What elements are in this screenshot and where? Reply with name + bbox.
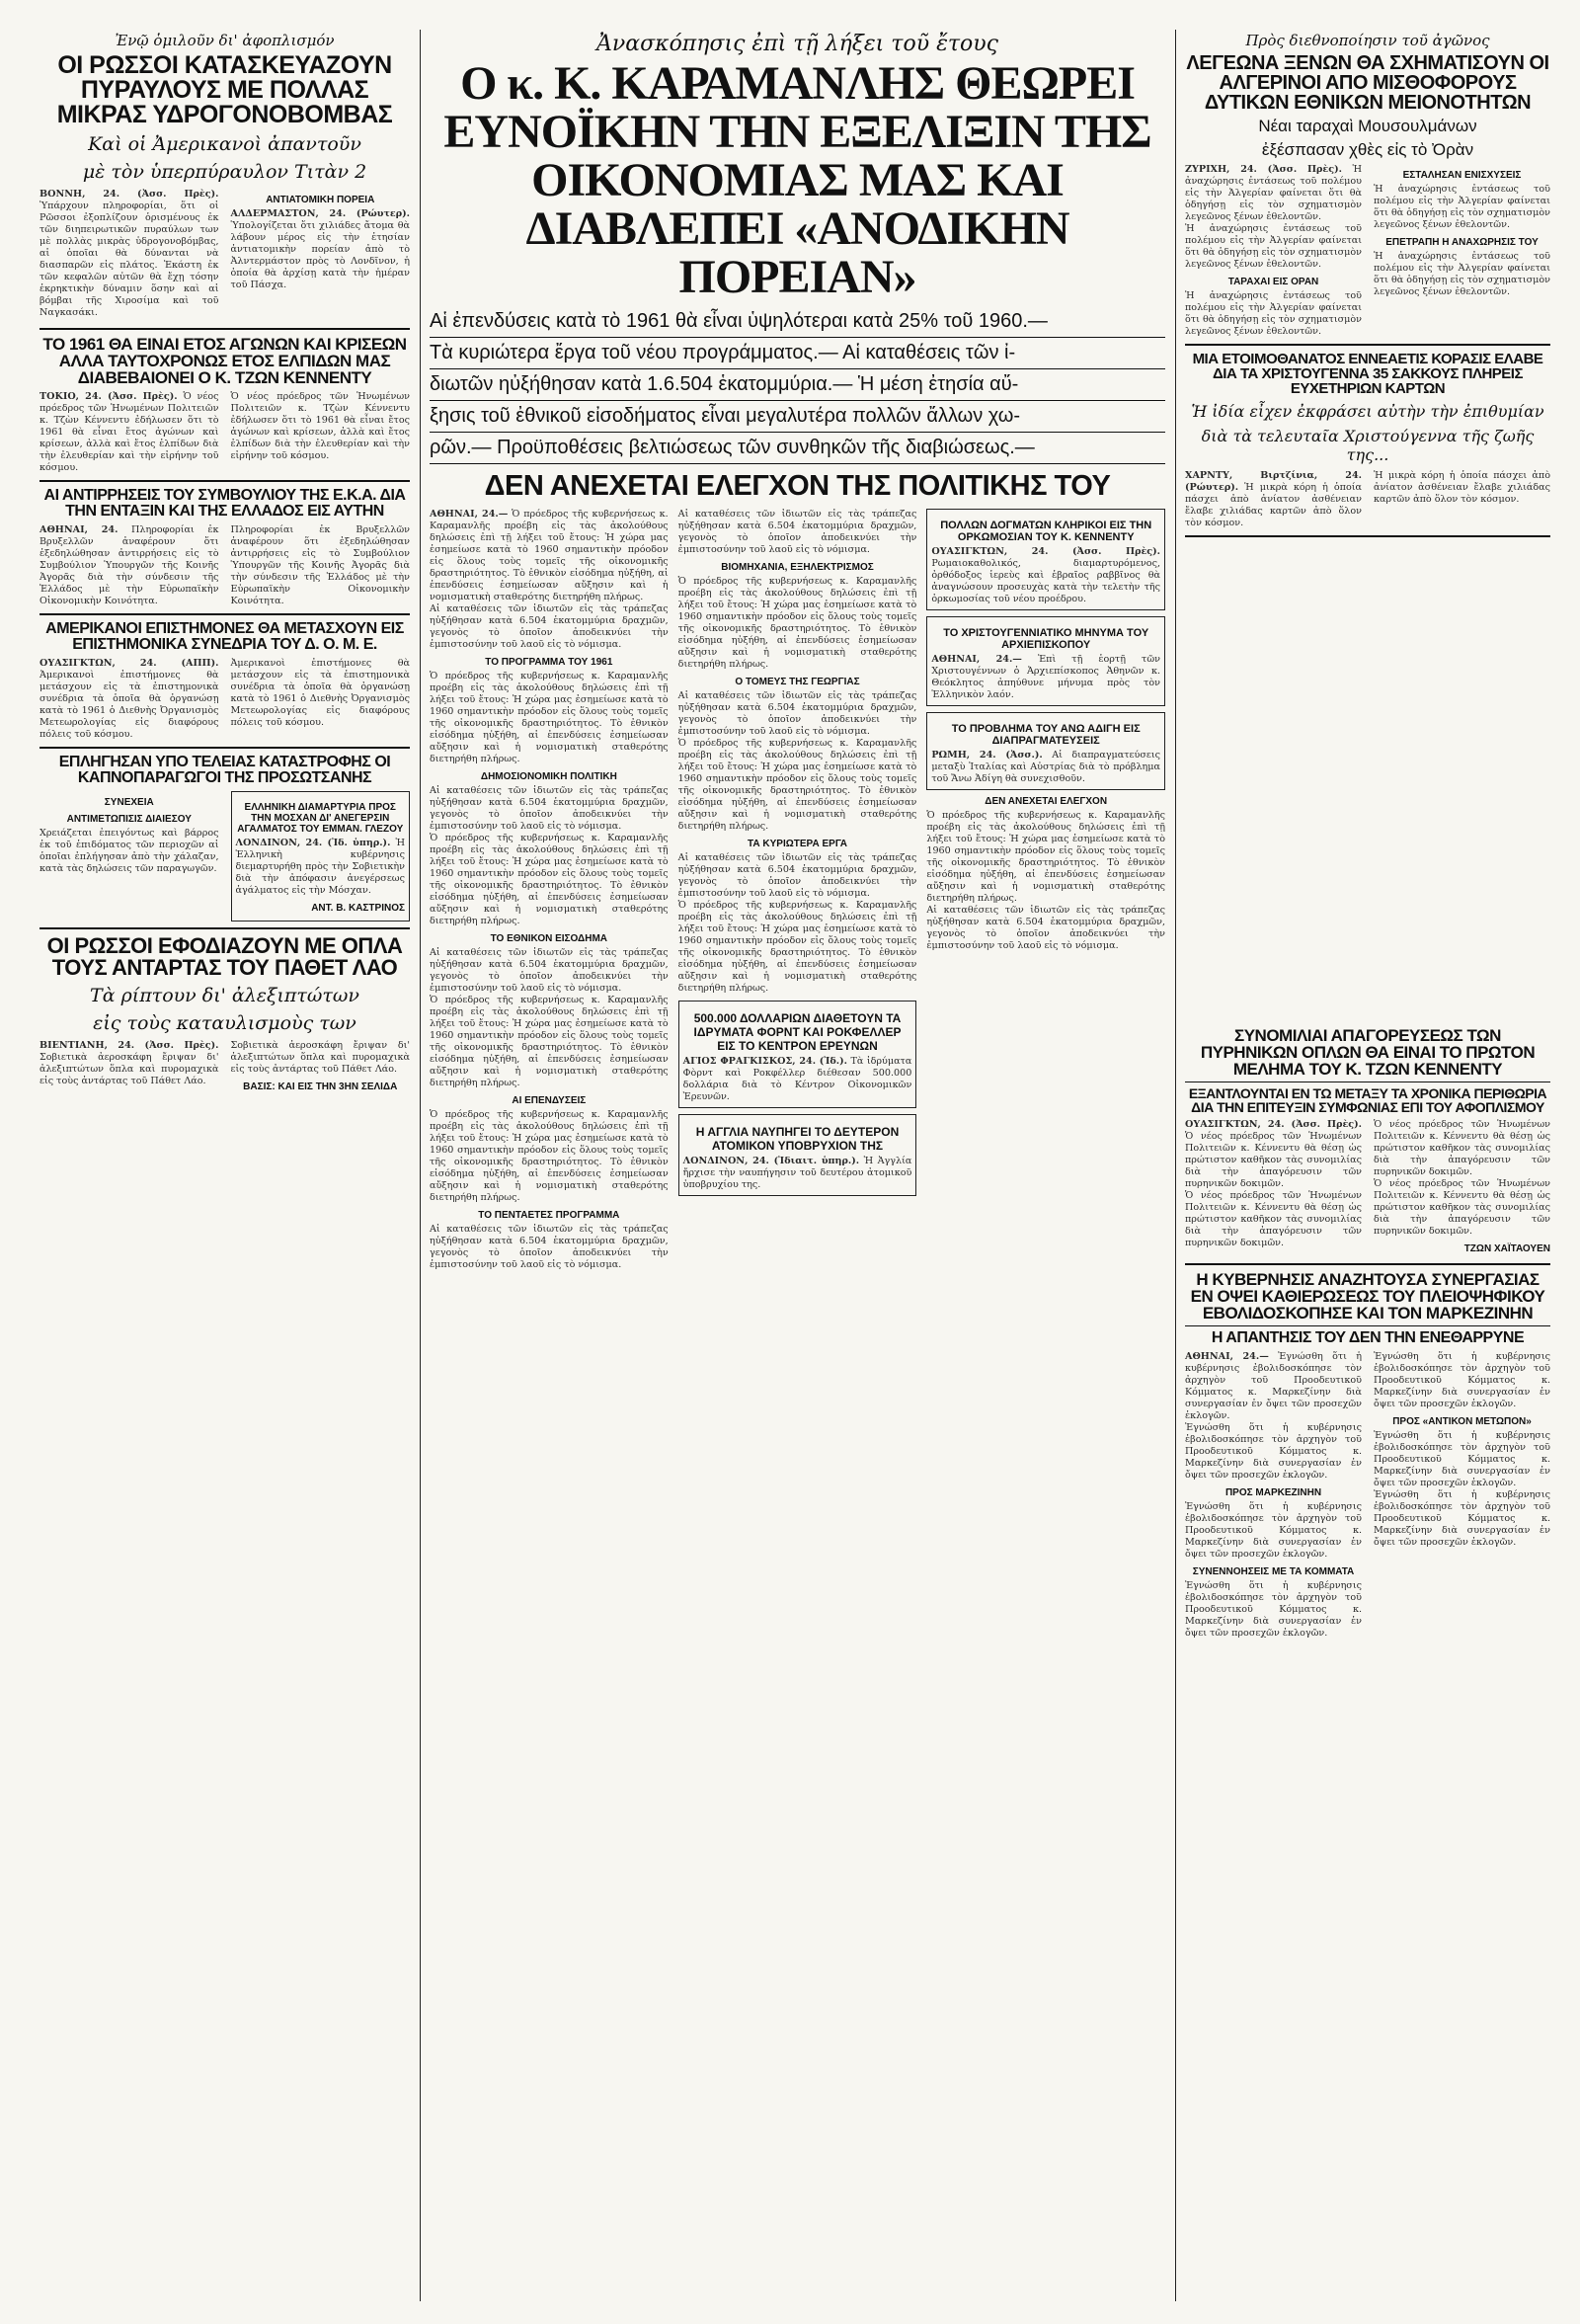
subhead: ΤΑΡΑΧΑΙ ΕΙΣ ΟΡΑΝ — [1227, 277, 1319, 287]
article-body: Ἡ ἀναχώρησις ἐντάσεως τοῦ πολέμου εἰς τὴν Ἀλγερίαν φαίνεται ὅτι θὰ ὁδηγήσῃ εἰς τὸν σχηματισμὸν λεγεῶνος ξένων ἐθελοντῶν. — [1374, 184, 1550, 230]
subheadline: εἰς τοὺς καταυλισμοὺς των — [93, 1012, 356, 1034]
subhead: ΠΡΟΣ «ΑΝΤΙΚΟΝ ΜΕΤΩΠΟΝ» — [1392, 1416, 1532, 1427]
article-body: Αἱ καταθέσεις τῶν ἰδιωτῶν εἰς τὰς τράπεζας ηὐξήθησαν κατὰ 6.504 ἑκατομμύρια δραχμῶν, γεγονὸς τὸ ὁποῖον ἀποδεικνύει τὴν ἐμπιστοσύνην τοῦ λαοῦ εἰς τὸ νόμισμα. — [430, 784, 669, 832]
article-body: Ἐγνώσθη ὅτι ἡ κυβέρνησις ἐβολιδοσκόπησε τὸν ἀρχηγὸν τοῦ Προοδευτικοῦ Κόμματος κ. Μαρκεζίνην διὰ συνεργασίαν ἐν ὄψει τῶν προσεχῶν ἐκλογῶν. — [1185, 1501, 1362, 1560]
right-column — [1185, 30, 1550, 543]
boxed-article — [678, 1001, 917, 1108]
subheadline: ΕΞΑΝΤΛΟΥΝΤΑΙ ΕΝ ΤΩ ΜΕΤΑΞΥ ΤΑ ΧΡΟΝΙΚΑ ΠΕΡΙΘΩΡΙΑ ΔΙΑ ΤΗΝ ΕΠΙΤΕΥΞΙΝ ΣΥΜΦΩΝΙΑΣ ΕΠΙ ΤΟΥ ΑΦΟΠΛΙΣΜΟΥ — [1188, 1085, 1547, 1115]
article-body: Ὑπάρχουν πληροφορίαι, ὅτι οἱ Ρῶσσοι ἐξοπλίζουν ὁρισμένους ἐκ τῶν διηπειρωτικῶν πυραύλων των μὲ πολλὰς μικρὰς ὑδρογονοβόμβας, αἱ ὁποῖαι θὰ δύνανται νὰ διασπαρῶν εἰς πλάτος. Ἐκάστη ἐκ τῶν κεφαλῶν αὐτῶν θὰ ἔχῃ τόσην ἐκρηκτικὴν δύναμιν ὅσην καὶ αἱ βόμβαι τῆς Χιροσίμα καὶ τοῦ Ναγκασάκι. — [40, 200, 219, 318]
subhead: ΑΝΤΙΑΤΟΜΙΚΗ ΠΟΡΕΙΑ — [266, 195, 375, 205]
banner-headline: ΔΕΝ ΑΝΕΧΕΤΑΙ ΕΛΕΓΧΟΝ ΤΗΣ ΠΟΛΙΤΙΚΗΣ ΤΟΥ — [484, 469, 1111, 502]
subheadline: Νέαι ταραχαὶ Μουσουλμάνων — [1258, 117, 1477, 135]
deck-line: Τὰ κυριώτερα ἔργα τοῦ νέου προγράμματος.— Αἱ καταθέσεις τῶν ἰ- — [430, 338, 1165, 369]
subhead: ΒΙΟΜΗΧΑΝΙΑ, ΕΞΗΛΕΚΤΡΙΣΜΟΣ — [721, 561, 874, 573]
headline: ΤΟ ΧΡΙΣΤΟΥΓΕΝΝΙΑΤΙΚΟ ΜΗΝΥΜΑ ΤΟΥ ΑΡΧΙΕΠΙΣΚΟΠΟΥ — [943, 626, 1149, 651]
article-body: Ὁ νέος πρόεδρος τῶν Ἡνωμένων Πολιτειῶν κ. Κέννεντυ θὰ θέσῃ ὡς πρώτιστον καθῆκον τὰς συνομιλίας διὰ τὴν ἀπαγόρευσιν τῶν πυρηνικῶν δοκιμῶν. — [1185, 1190, 1362, 1248]
subhead: ΤΟ ΠΕΝΤΑΕΤΕΣ ΠΡΟΓΡΑΜΜΑ — [478, 1209, 620, 1221]
dateline: ΑΓΙΟΣ ΦΡΑΓΚΙΣΚΟΣ, 24. (Ἰδ.). — [682, 1055, 847, 1067]
subheadline: Ἡ ἰδία εἶχεν ἐκφράσει αὐτὴν τὴν ἐπιθυμίαν — [1191, 402, 1544, 421]
article-body: Ὁ νέος πρόεδρος τῶν Ἡνωμένων Πολιτειῶν κ. Κέννεντυ θὰ θέσῃ ὡς πρώτιστον καθῆκον τὰς συνομιλίας διὰ τὴν ἀπαγόρευσιν τῶν πυρηνικῶν δοκιμῶν. — [1374, 1119, 1550, 1177]
article-tobacco — [40, 755, 410, 922]
dateline: ΑΛΔΕΡΜΑΣΤΟΝ, 24. (Ρώυτερ). — [230, 208, 410, 219]
headline: 500.000 ΔΟΛΛΑΡΙΩΝ ΔΙΑΘΕΤΟΥΝ ΤΑ ΙΔΡΥΜΑΤΑ ΦΟΡΝΤ ΚΑΙ ΡΟΚΦΕΛΛΕΡ ΕΙΣ ΤΟ ΚΕΝΤΡΟΝ ΕΡΕΥΝΩΝ — [693, 1010, 902, 1053]
article-body: Ἡ ἀναχώρησις ἐντάσεως τοῦ πολέμου εἰς τὴν Ἀλγερίαν φαίνεται ὅτι θὰ ὁδηγήσῃ εἰς τὸν σχηματισμὸν λεγεῶνος ξένων ἐθελοντῶν. — [1185, 290, 1362, 337]
article-body: Ὁ πρόεδρος τῆς κυβερνήσεως κ. Καραμανλῆς προέβη εἰς τὰς ἀκολούθους δηλώσεις ἐπὶ τῇ λήξει τοῦ ἔτους: Ἡ χώρα μας ἐσημείωσε κατὰ τὸ 1960 σημαντικὴν πρόοδον εἰς ὅλους τοὺς τομεῖς τῆς οἰκονομικῆς δραστηριότητος. Τὸ ἐθνικὸν εἰσόδημα ηὐξήθη, αἱ ἐπενδύσεις ἐσημείωσαν αὔξησιν καὶ ἡ νομισματικὴ σταθερότης διετηρήθη πλήρως. — [677, 575, 917, 670]
subhead: ΕΣΤΑΛΗΣΑΝ ΕΝΙΣΧΥΣΕΙΣ — [1402, 170, 1522, 181]
article-body: Αἱ καταθέσεις τῶν ἰδιωτῶν εἰς τὰς τράπεζας ηὐξήθησαν κατὰ 6.504 ἑκατομμύρια δραχμῶν, γεγονὸς τὸ ὁποῖον ἀποδεικνύει τὴν ἐμπιστοσύνην τοῦ λαοῦ εἰς τὸ νόμισμα. — [677, 851, 917, 899]
article-body: Αἱ καταθέσεις τῶν ἰδιωτῶν εἰς τὰς τράπεζας ηὐξήθησαν κατὰ 6.504 ἑκατομμύρια δραχμῶν, γεγονὸς τὸ ὁποῖον ἀποδεικνύει τὴν ἐμπιστοσύνην τοῦ λαοῦ εἰς τὸ νόμισμα. — [430, 602, 669, 650]
article-body: Αἱ καταθέσεις τῶν ἰδιωτῶν εἰς τὰς τράπεζας ηὐξήθησαν κατὰ 6.504 ἑκατομμύρια δραχμῶν, γεγονὸς τὸ ὁποῖον ἀποδεικνύει τὴν ἐμπιστοσύνην τοῦ λαοῦ εἰς τὸ νόμισμα. — [677, 508, 917, 555]
article-body: Ὁ νέος πρόεδρος τῶν Ἡνωμένων Πολιτειῶν κ. Τζὼν Κέννεντυ ἐδήλωσεν ὅτι τὸ 1961 θὰ εἶναι ἔτος ἀγώνων καὶ κρίσεων, ἀλλὰ καὶ ἔτος ἐλπίδων διὰ τὴν ἐλευθερίαν καὶ τὴν εἰρήνην τοῦ κόσμου. — [40, 391, 219, 473]
article-body: Ὁ νέος πρόεδρος τῶν Ἡνωμένων Πολιτειῶν κ. Κέννεντυ θὰ θέσῃ ὡς πρώτιστον καθῆκον τὰς συνομιλίας διὰ τὴν ἀπαγόρευσιν τῶν πυρηνικῶν δοκιμῶν. — [1185, 1131, 1362, 1189]
headline: ΟΙ ΡΩΣΣΟΙ ΚΑΤΑΣΚΕΥΑΖΟΥΝ ΠΥΡΑΥΛΟΥΣ ΜΕ ΠΟΛΛΑΣ ΜΙΚΡΑΣ ΥΔΡΟΓΟΝΟΒΟΜΒΑΣ — [56, 51, 393, 128]
subheadline: Τὰ ρίπτουν δι' ἀλεξιπτώτων — [90, 985, 359, 1006]
headline: ΟΙ ΡΩΣΣΟΙ ΕΦΟΔΙΑΖΟΥΝ ΜΕ ΟΠΛΑ ΤΟΥΣ ΑΝΤΑΡΤΑΣ ΤΟΥ ΠΑΘΕΤ ΛΑΟ — [46, 933, 403, 980]
dateline: ΑΘΗΝΑΙ, 24. — [40, 524, 118, 535]
article-body: Ἐπὶ τῇ ἑορτῇ τῶν Χριστουγέννων ὁ Ἀρχιεπίσκοπος Ἀθηνῶν κ. Θεόκλητος ἀπηύθυνε μήνυμα πρὸς τὸν Ἑλληνικὸν λαόν. — [931, 653, 1161, 700]
article-body: Ἐγνώσθη ὅτι ἡ κυβέρνησις ἐβολιδοσκόπησε τὸν ἀρχηγὸν τοῦ Προοδευτικοῦ Κόμματος κ. Μαρκεζίνην διὰ συνεργασίαν ἐν ὄψει τῶν προσεχῶν ἐκλογῶν. — [1374, 1489, 1550, 1548]
subheadline: Καὶ οἱ Ἀμερικανοὶ ἀπαντοῦν — [88, 133, 361, 155]
article-body: Αἱ διαπραγματεύσεις μεταξὺ Ἰταλίας καὶ Αὐστρίας διὰ τὸ πρόβλημα τοῦ Ἄνω Ἀδίγη θὰ συνεχισθοῦν. — [931, 749, 1161, 784]
subhead: Ο ΤΟΜΕΥΣ ΤΗΣ ΓΕΩΡΓΙΑΣ — [735, 676, 860, 687]
dateline: ΟΥΑΣΙΓΚΤΩΝ, 24. (Ἀσσ. Πρὲς). — [931, 545, 1161, 557]
boxed-article — [926, 712, 1165, 790]
headline: ΕΠΛΗΓΗΣΑΝ ΥΠΟ ΤΕΛΕΙΑΣ ΚΑΤΑΣΤΡΟΦΗΣ ΟΙ ΚΑΠΝΟΠΑΡΑΓΩΓΟΙ ΤΗΣ ΠΡΟΣΩΤΣΑΝΗΣ — [58, 754, 391, 786]
headline: ΛΕΓΕΩΝΑ ΞΕΝΩΝ ΘΑ ΣΧΗΜΑΤΙΣΟΥΝ ΟΙ ΑΛΓΕΡΙΝΟΙ ΑΠΟ ΜΙΣΘΟΦΟΡΟΥΣ ΔΥΤΙΚΩΝ ΕΘΝΙΚΩΝ ΜΕΙΟΝΟΤΗΤΩΝ — [1186, 52, 1549, 114]
deck-line: διωτῶν ηὐξήθησαν κατὰ 1.6.504 ἑκατομμύρια.— Ἡ μέση ἐτησία αὔ- — [430, 369, 1165, 401]
subheadline: μὲ τὸν ὑπερπύραυλον Τιτὰν 2 — [82, 161, 367, 183]
subhead: ΔΕΝ ΑΝΕΧΕΤΑΙ ΕΛΕΓΧΟΝ — [985, 795, 1108, 807]
article-body: Ἐγνώσθη ὅτι ἡ κυβέρνησις ἐβολιδοσκόπησε τὸν ἀρχηγὸν τοῦ Προοδευτικοῦ Κόμματος κ. Μαρκεζίνην διὰ συνεργασίαν ἐν ὄψει τῶν προσεχῶν ἐκλογῶν. — [1185, 1422, 1362, 1481]
dateline: ΛΟΝΔΙΝΟΝ, 24. (Ἰδ. ὑπηρ.). — [235, 838, 391, 848]
dateline: ΑΘΗΝΑΙ, 24.— — [1185, 1351, 1269, 1362]
article-body: Ἡ μικρὰ κόρη ἡ ὁποία πάσχει ἀπὸ ἀνίατον ἀσθένειαν ἔλαβε χιλιάδας καρτῶν ἀπὸ ὅλον τὸν κόσμον. — [1185, 482, 1362, 528]
boxed-article — [678, 1114, 917, 1196]
article-russian-missiles — [40, 32, 410, 322]
dateline: ΤΟΚΙΟ, 24. (Ἀσσ. Πρὲς). — [40, 391, 178, 402]
kicker: Ἀνασκόπησις ἐπὶ τῇ λήξει τοῦ ἔτους — [596, 32, 998, 56]
dateline: ΛΟΝΔΙΝΟΝ, 24. (Ἰδιαιτ. ὑπηρ.). — [682, 1155, 860, 1166]
article-body: Ὁ πρόεδρος τῆς κυβερνήσεως κ. Καραμανλῆς προέβη εἰς τὰς ἀκολούθους δηλώσεις ἐπὶ τῇ λήξει τοῦ ἔτους: Ἡ χώρα μας ἐσημείωσε κατὰ τὸ 1960 σημαντικὴν πρόοδον εἰς ὅλους τοὺς τομεῖς τῆς οἰκονομικῆς δραστηριότητος. Τὸ ἐθνικὸν εἰσόδημα ηὐξήθη, αἱ ἐπενδύσεις ἐσημείωσαν αὔξησιν καὶ ἡ νομισματικὴ σταθερότης διετηρήθη πλήρως. — [677, 899, 917, 994]
subhead: ΠΡΟΣ ΜΑΡΚΕΖΙΝΗΝ — [1224, 1487, 1322, 1498]
subhead: ΔΗΜΟΣΙΟΝΟΜΙΚΗ ΠΟΛΙΤΙΚΗ — [480, 770, 617, 782]
column-divider — [420, 30, 421, 2301]
article-body: Σοβιετικὰ ἀεροσκάφη ἔριψαν δι' ἀλεξιπτώτων ὅπλα καὶ πυρομαχικὰ εἰς τοὺς ἀντάρτας τοῦ Πάθετ Λάο. — [230, 1040, 410, 1075]
dateline: ΒΟΝΝΗ, 24. (Ἀσσ. Πρὲς). — [40, 189, 219, 200]
article-body: Ὁ νέος πρόεδρος τῶν Ἡνωμένων Πολιτειῶν κ. Κέννεντυ θὰ θέσῃ ὡς πρώτιστον καθῆκον τὰς συνομιλίας διὰ τὴν ἀπαγόρευσιν τῶν πυρηνικῶν δοκιμῶν. — [1374, 1178, 1550, 1237]
article-girl-cards — [1185, 352, 1550, 529]
subheadline: διὰ τὰ τελευταῖα Χριστούγεννα τῆς ζωῆς της... — [1201, 427, 1535, 464]
headline: Η ΑΓΓΛΙΑ ΝΑΥΠΗΓΕΙ ΤΟ ΔΕΥΤΕΡΟΝ ΑΤΟΜΙΚΟΝ ΥΠΟΒΡΥΧΙΟΝ ΤΗΣ — [695, 1124, 900, 1153]
article-body: Ἡ Ἑλληνικὴ κυβέρνησις διεμαρτυρήθη πρὸς τὴν Σοβιετικὴν διὰ τὴν ἀπόφασιν ἀνεγέρσεως ἀγάλματος εἰς τὴν Μόσχαν. — [235, 838, 405, 896]
article-body: Σοβιετικὰ ἀεροσκάφη ἔριψαν δι' ἀλεξιπτώτων ὅπλα καὶ πυρομαχικὰ εἰς τοὺς ἀντάρτας τοῦ Πάθετ Λάο. — [40, 1052, 219, 1086]
article-body: Ἐγνώσθη ὅτι ἡ κυβέρνησις ἐβολιδοσκόπησε τὸν ἀρχηγὸν τοῦ Προοδευτικοῦ Κόμματος κ. Μαρκεζίνην διὰ συνεργασίαν ἐν ὄψει τῶν προσεχῶν ἐκλογῶν. — [1374, 1351, 1550, 1409]
dateline: ΡΩΜΗ, 24. (Ἀσσ.). — [931, 749, 1043, 761]
left-column — [40, 30, 410, 1095]
headline: ΤΟ 1961 ΘΑ ΕΙΝΑΙ ΕΤΟΣ ΑΓΩΝΩΝ ΚΑΙ ΚΡΙΣΕΩΝ ΑΛΛΑ ΤΑΥΤΟΧΡΟΝΩΣ ΕΤΟΣ ΕΛΠΙΔΩΝ ΜΑΣ ΔΙΑΒΕΒΑΙΟΝΕΙ Ο Κ. ΤΖΩΝ ΚΕΝΝΕΝΤΥ — [42, 335, 407, 387]
article-pathet-lao — [40, 935, 410, 1095]
article-body: Αἱ καταθέσεις τῶν ἰδιωτῶν εἰς τὰς τράπεζας ηὐξήθησαν κατὰ 6.504 ἑκατομμύρια δραχμῶν, γεγονὸς τὸ ὁποῖον ἀποδεικνύει τὴν ἐμπιστοσύνην τοῦ λαοῦ εἰς τὸ νόμισμα. — [430, 1223, 669, 1270]
article-body: Ὁ πρόεδρος τῆς κυβερνήσεως κ. Καραμανλῆς προέβη εἰς τὰς ἀκολούθους δηλώσεις ἐπὶ τῇ λήξει τοῦ ἔτους: Ἡ χώρα μας ἐσημείωσε κατὰ τὸ 1960 σημαντικὴν πρόοδον εἰς ὅλους τοὺς τομεῖς τῆς οἰκονομικῆς δραστηριότητος. Τὸ ἐθνικὸν εἰσόδημα ηὐξήθη, αἱ ἐπενδύσεις ἐσημείωσαν αὔξησιν καὶ ἡ νομισματικὴ σταθερότης διετηρήθη πλήρως. — [430, 508, 669, 602]
continued-label: ΣΥΝΕΧΕΙΑ — [104, 797, 154, 808]
article-body: Ἐγνώσθη ὅτι ἡ κυβέρνησις ἐβολιδοσκόπησε τὸν ἀρχηγὸν τοῦ Προοδευτικοῦ Κόμματος κ. Μαρκεζίνην διὰ συνεργασίαν ἐν ὄψει τῶν προσεχῶν ἐκλογῶν. — [1374, 1430, 1550, 1488]
subhead: ΤΑ ΚΥΡΙΩΤΕΡΑ ΕΡΓΑ — [748, 838, 847, 849]
continued-footer: ΒΑΣΙΣ: ΚΑΙ ΕΙΣ ΤΗΝ 3ΗΝ ΣΕΛΙΔΑ — [243, 1082, 398, 1092]
deck-line: Αἱ ἐπενδύσεις κατὰ τὸ 1961 θὰ εἶναι ὑψηλότεραι κατὰ 25% τοῦ 1960.— — [430, 306, 1165, 338]
article-body: Ἐγνώσθη ὅτι ἡ κυβέρνησις ἐβολιδοσκόπησε τὸν ἀρχηγὸν τοῦ Προοδευτικοῦ Κόμματος κ. Μαρκεζίνην διὰ συνεργασίαν ἐν ὄψει τῶν προσεχῶν ἐκλογῶν. — [1185, 1580, 1362, 1639]
article-body: Ἡ ἀναχώρησις ἐντάσεως τοῦ πολέμου εἰς τὴν Ἀλγερίαν φαίνεται ὅτι θὰ ὁδηγήσῃ εἰς τὸν σχηματισμὸν λεγεῶνος ξένων ἐθελοντῶν. — [1374, 251, 1550, 297]
article-body: Πληροφορίαι ἐκ Βρυξελλῶν ἀναφέρουν ὅτι ἐξεδηλώθησαν ἀντιρρήσεις εἰς τὸ Συμβούλιον Ὑπουργῶν τῆς Κοινῆς Ἀγορᾶς διὰ τὴν σύνδεσιν τῆς Ἑλλάδος μὲ τὴν Εὐρωπαϊκὴν Οἰκονομικὴν Κοινότητα. — [230, 524, 410, 606]
article-scientists — [40, 621, 410, 741]
headline: ΑΙ ΑΝΤΙΡΡΗΣΕΙΣ ΤΟΥ ΣΥΜΒΟΥΛΙΟΥ ΤΗΣ Ε.Κ.Α. ΔΙΑ ΤΗΝ ΕΝΤΑΞΙΝ ΚΑΙ ΤΗΣ ΕΛΛΑΔΟΣ ΕΙΣ ΑΥΤΗΝ — [43, 487, 406, 520]
deck — [430, 306, 1165, 464]
subhead: ΑΝΤΙΜΕΤΩΠΙΣΙΣ ΔΙΑΙΕΣΟΥ — [66, 814, 192, 825]
article-body: Ρωμαιοκαθολικός, διαμαρτυρόμενος, ὀρθόδοξος ἱερεὺς καὶ ἑβραῖος ραββῖνος θὰ ἀναγνώσουν προσευχὰς κατὰ τὴν τελετὴν τῆς ὁρκωμοσίας τοῦ νέου προέδρου. — [931, 557, 1161, 604]
article-body: Ὁ πρόεδρος τῆς κυβερνήσεως κ. Καραμανλῆς προέβη εἰς τὰς ἀκολούθους δηλώσεις ἐπὶ τῇ λήξει τοῦ ἔτους: Ἡ χώρα μας ἐσημείωσε κατὰ τὸ 1960 σημαντικὴν πρόοδον εἰς ὅλους τοὺς τομεῖς τῆς οἰκονομικῆς δραστηριότητος. Τὸ ἐθνικὸν εἰσόδημα ηὐξήθη, αἱ ἐπενδύσεις ἐσημείωσαν αὔξησιν καὶ ἡ νομισματικὴ σταθερότης διετηρήθη πλήρως. — [430, 670, 669, 764]
article-nuclear-talks — [1185, 1027, 1550, 1640]
headline: ΤΟ ΠΡΟΒΛΗΜΑ ΤΟΥ ΑΝΩ ΑΔΙΓΗ ΕΙΣ ΔΙΑΠΡΑΓΜΑΤΕΥΣΕΙΣ — [951, 722, 1141, 747]
article-markezinis — [1185, 1271, 1550, 1640]
kicker: Πρὸς διεθνοποίησιν τοῦ ἀγῶνος — [1245, 32, 1490, 49]
center-column — [430, 30, 1165, 1271]
article-body: Αἱ καταθέσεις τῶν ἰδιωτῶν εἰς τὰς τράπεζας ηὐξήθησαν κατὰ 6.504 ἑκατομμύρια δραχμῶν, γεγονὸς τὸ ὁποῖον ἀποδεικνύει τὴν ἐμπιστοσύνην τοῦ λαοῦ εἰς τὸ νόμισμα. — [677, 689, 917, 737]
headline: ΑΜΕΡΙΚΑΝΟΙ ΕΠΙΣΤΗΜΟΝΕΣ ΘΑ ΜΕΤΑΣΧΟΥΝ ΕΙΣ ΕΠΙΣΤΗΜΟΝΙΚΑ ΣΥΝΕΔΡΙΑ ΤΟΥ Δ. Ο. Μ. Ε. — [45, 620, 404, 653]
dateline: ΑΘΗΝΑΙ, 24.— — [430, 508, 509, 520]
article-eka — [40, 488, 410, 607]
article-body: Ὁ πρόεδρος τῆς κυβερνήσεως κ. Καραμανλῆς προέβη εἰς τὰς ἀκολούθους δηλώσεις ἐπὶ τῇ λήξει τοῦ ἔτους: Ἡ χώρα μας ἐσημείωσε κατὰ τὸ 1960 σημαντικὴν πρόοδον εἰς ὅλους τοὺς τομεῖς τῆς οἰκονομικῆς δραστηριότητος. Τὸ ἐθνικὸν εἰσόδημα ηὐξήθη, αἱ ἐπενδύσεις ἐσημείωσαν αὔξησιν καὶ ἡ νομισματικὴ σταθερότης διετηρήθη πλήρως. — [926, 809, 1166, 904]
article-body: Ἡ μικρὰ κόρη ἡ ὁποία πάσχει ἀπὸ ἀνίατον ἀσθένειαν ἔλαβε χιλιάδας καρτῶν ἀπὸ ὅλον τὸν κόσμον. — [1374, 470, 1550, 505]
subheadline: ἐξέσπασαν χθὲς εἰς τὸ Ὀρὰν — [1261, 140, 1474, 159]
article-body: Ὑπολογίζεται ὅτι χιλιάδες ἄτομα θὰ λάβουν μέρος εἰς τὴν ἐτησίαν ἀντιατομικὴν πορείαν ἀπὸ τὸ Ἀλντερμάστον πρὸς τὸ Λονδῖνον, ἡ ὁποία θὰ ἀρχίσῃ κατὰ τὴν ἡμέραν τοῦ Πάσχα. — [230, 220, 410, 290]
dateline: ΖΥΡΙΧΗ, 24. (Ἀσσ. Πρὲς). — [1185, 164, 1342, 175]
signature: ΤΖΩΝ ΧΑΪΤΑΟΥΕΝ — [1463, 1243, 1550, 1254]
subhead: ΣΥΝΕΝΝΟΗΣΕΙΣ ΜΕ ΤΑ ΚΟΜΜΑΤΑ — [1192, 1566, 1355, 1577]
subhead: ΤΟ ΕΘΝΙΚΟΝ ΕΙΣΟΔΗΜΑ — [490, 932, 608, 944]
headline: ΕΛΛΗΝΙΚΗ ΔΙΑΜΑΡΤΥΡΙΑ ΠΡΟΣ ΤΗΝ ΜΟΣΧΑΝ ΔΙ' ΑΝΕΓΕΡΣΙΝ ΑΓΑΛΜΑΤΟΣ ΤΟΥ ΕΜΜΑΝ. ΓΛΕΖΟΥ — [237, 802, 404, 835]
dateline: ΒΙΕΝΤΙΑΝΗ, 24. (Ἀσσ. Πρὲς). — [40, 1040, 219, 1051]
article-body: Ὁ πρόεδρος τῆς κυβερνήσεως κ. Καραμανλῆς προέβη εἰς τὰς ἀκολούθους δηλώσεις ἐπὶ τῇ λήξει τοῦ ἔτους: Ἡ χώρα μας ἐσημείωσε κατὰ τὸ 1960 σημαντικὴν πρόοδον εἰς ὅλους τοὺς τομεῖς τῆς οἰκονομικῆς δραστηριότητος. Τὸ ἐθνικὸν εἰσόδημα ηὐξήθη, αἱ ἐπενδύσεις ἐσημείωσαν αὔξησιν καὶ ἡ νομισματικὴ σταθερότης διετηρήθη πλήρως. — [430, 1108, 669, 1203]
article-body: Ὁ πρόεδρος τῆς κυβερνήσεως κ. Καραμανλῆς προέβη εἰς τὰς ἀκολούθους δηλώσεις ἐπὶ τῇ λήξει τοῦ ἔτους: Ἡ χώρα μας ἐσημείωσε κατὰ τὸ 1960 σημαντικὴν πρόοδον εἰς ὅλους τοὺς τομεῖς τῆς οἰκονομικῆς δραστηριότητος. Τὸ ἐθνικὸν εἰσόδημα ηὐξήθη, αἱ ἐπενδύσεις ἐσημείωσαν αὔξησιν καὶ ἡ νομισματικὴ σταθερότης διετηρήθη πλήρως. — [430, 994, 669, 1088]
boxed-article — [231, 791, 411, 922]
subhead: ΑΙ ΕΠΕΝΔΥΣΕΙΣ — [512, 1094, 587, 1106]
dateline: ΟΥΑΣΙΓΚΤΩΝ, 24. (Ἀσσ. Πρὲς). — [1185, 1119, 1362, 1130]
headline: ΠΟΛΛΩΝ ΔΟΓΜΑΤΩΝ ΚΛΗΡΙΚΟΙ ΕΙΣ ΤΗΝ ΟΡΚΩΜΟΣΙΑΝ ΤΟΥ Κ. ΚΕΝΝΕΝΤΥ — [940, 519, 1152, 543]
deck-line: ξησις τοῦ ἐθνικοῦ εἰσοδήματος εἶναι μεγαλυτέρα πολλῶν ἄλλων χω- — [430, 401, 1165, 433]
article-body: Πληροφορίαι ἐκ Βρυξελλῶν ἀναφέρουν ὅτι ἐξεδηλώθησαν ἀντιρρήσεις εἰς τὸ Συμβούλιον Ὑπουργῶν τῆς Κοινῆς Ἀγορᾶς διὰ τὴν σύνδεσιν τῆς Ἑλλάδος μὲ τὴν Εὐρωπαϊκὴν Οἰκονομικὴν Κοινότητα. — [40, 524, 219, 606]
article-body: Ἀμερικανοὶ ἐπιστήμονες θὰ μετάσχουν εἰς τὰ ἐπιστημονικὰ συνέδρια τὰ ὁποῖα θὰ ὀργανώσῃ κατὰ τὸ 1961 ὁ Διεθνὴς Ὀργανισμὸς Μετεωρολογίας εἰς διαφόρους πόλεις τοῦ κόσμου. — [40, 670, 219, 740]
dateline: ΧΑΡΝΤΥ, Βιρτζίνια, 24. (Ρώυτερ). — [1185, 470, 1362, 493]
article-body: Ὁ πρόεδρος τῆς κυβερνήσεως κ. Καραμανλῆς προέβη εἰς τὰς ἀκολούθους δηλώσεις ἐπὶ τῇ λήξει τοῦ ἔτους: Ἡ χώρα μας ἐσημείωσε κατὰ τὸ 1960 σημαντικὴν πρόοδον εἰς ὅλους τοὺς τομεῖς τῆς οἰκονομικῆς δραστηριότητος. Τὸ ἐθνικὸν εἰσόδημα ηὐξήθη, αἱ ἐπενδύσεις ἐσημείωσαν αὔξησιν καὶ ἡ νομισματικὴ σταθερότης διετηρήθη πλήρως. — [430, 832, 669, 926]
article-kennedy-1961 — [40, 336, 410, 474]
kicker: Ἐνῷ ὁμιλοῦν δι' ἀφοπλισμόν — [115, 32, 335, 49]
article-body: Ἡ Ἀγγλία ἤρχισε τὴν ναυπήγησιν τοῦ δευτέρου ἀτομικοῦ ὑποβρυχίου της. — [682, 1155, 912, 1190]
article-body: Ἐγνώσθη ὅτι ἡ κυβέρνησις ἐβολιδοσκόπησε τὸν ἀρχηγὸν τοῦ Προοδευτικοῦ Κόμματος κ. Μαρκεζίνην διὰ συνεργασίαν ἐν ὄψει τῶν προσεχῶν ἐκλογῶν. — [1185, 1351, 1362, 1421]
boxed-article — [926, 509, 1165, 610]
article-body: Ἡ ἀναχώρησις ἐντάσεως τοῦ πολέμου εἰς τὴν Ἀλγερίαν φαίνεται ὅτι θὰ ὁδηγήσῃ εἰς τὸν σχηματισμὸν λεγεῶνος ξένων ἐθελοντῶν. — [1185, 223, 1362, 270]
subhead: ΕΠΕΤΡΑΠΗ Η ΑΝΑΧΩΡΗΣΙΣ ΤΟΥ — [1385, 237, 1539, 248]
article-body: Τὰ ἱδρύματα Φὸρντ καὶ Ροκφέλλερ διέθεσαν 500.000 δολλάρια διὰ τὸ Κέντρον Οἰκονομικῶν Ἐρευνῶν. — [682, 1055, 912, 1102]
dateline: ΑΘΗΝΑΙ, 24.— — [931, 653, 1022, 665]
article-body: Αἱ καταθέσεις τῶν ἰδιωτῶν εἰς τὰς τράπεζας ηὐξήθησαν κατὰ 6.504 ἑκατομμύρια δραχμῶν, γεγονὸς τὸ ὁποῖον ἀποδεικνύει τὴν ἐμπιστοσύνην τοῦ λαοῦ εἰς τὸ νόμισμα. — [926, 904, 1166, 951]
subheadline: Η ΑΠΑΝΤΗΣΙΣ ΤΟΥ ΔΕΝ ΤΗΝ ΕΝΕΘΑΡΡΥΝΕ — [1211, 1329, 1525, 1346]
column-divider — [1175, 30, 1176, 2301]
headline: ΜΙΑ ΕΤΟΙΜΟΘΑΝΑΤΟΣ ΕΝΝΕΑΕΤΙΣ ΚΟΡΑΣΙΣ ΕΛΑΒΕ ΔΙΑ ΤΑ ΧΡΙΣΤΟΥΓΕΝΝΑ 35 ΣΑΚΚΟΥΣ ΠΛΗΡΕΙΣ ΕΥΧΕΤΗΡΙΩΝ ΚΑΡΤΩΝ — [1192, 351, 1543, 397]
article-body: Ἡ ἀναχώρησις ἐντάσεως τοῦ πολέμου εἰς τὴν Ἀλγερίαν φαίνεται ὅτι θὰ ὁδηγήσῃ εἰς τὸν σχηματισμὸν λεγεῶνος ξένων ἐθελοντῶν. — [1185, 164, 1362, 222]
headline: Η ΚΥΒΕΡΝΗΣΙΣ ΑΝΑΖΗΤΟΥΣΑ ΣΥΝΕΡΓΑΣΙΑΣ ΕΝ ΟΨΕΙ ΚΑΘΙΕΡΩΣΕΩΣ ΤΟΥ ΠΛΕΙΟΨΗΦΙΚΟΥ ΕΒΟΛΙΔΟΣΚΟΠΗΣΕ ΚΑΙ ΤΟΝ ΜΑΡΚΕΖΙΝΗΝ — [1190, 1270, 1545, 1322]
boxed-article — [926, 616, 1165, 706]
article-body: Ὁ νέος πρόεδρος τῶν Ἡνωμένων Πολιτειῶν κ. Τζὼν Κέννεντυ ἐδήλωσεν ὅτι τὸ 1961 θὰ εἶναι ἔτος ἀγώνων καὶ κρίσεων, ἀλλὰ καὶ ἔτος ἐλπίδων διὰ τὴν ἐλευθερίαν καὶ τὴν εἰρήνην τοῦ κόσμου. — [230, 391, 410, 461]
article-body: Χρειάζεται ἐπειγόντως καὶ βάρρος ἐκ τοῦ ἐπιδόματος τῶν περιοχῶν αἱ ὁποῖαι ἐπλήγησαν ἀπὸ τὴν χάλαζαν, κατὰ τὰς δηλώσεις τῶν παραγωγῶν. — [40, 828, 219, 874]
signature: ΑΝΤ. Β. ΚΑΣΤΡΙΝΟΣ — [311, 903, 405, 914]
article-body: Ἀμερικανοὶ ἐπιστήμονες θὰ μετάσχουν εἰς τὰ ἐπιστημονικὰ συνέδρια τὰ ὁποῖα θὰ ὀργανώσῃ κατὰ τὸ 1961 ὁ Διεθνὴς Ὀργανισμὸς Μετεωρολογίας εἰς διαφόρους πόλεις τοῦ κόσμου. — [230, 658, 410, 728]
deck-line: ρῶν.— Προϋποθέσεις βελτιώσεως τῶν συνθηκῶν τῆς διαβιώσεως.— — [430, 433, 1165, 464]
headline: ΣΥΝΟΜΙΛΙΑΙ ΑΠΑΓΟΡΕΥΣΕΩΣ ΤΩΝ ΠΥΡΗΝΙΚΩΝ ΟΠΛΩΝ ΘΑ ΕΙΝΑΙ ΤΟ ΠΡΩΤΟΝ ΜΕΛΗΜΑ ΤΟΥ Κ. ΤΖΩΝ ΚΕΝΝΕΝΤΥ — [1200, 1026, 1536, 1079]
article-body: Αἱ καταθέσεις τῶν ἰδιωτῶν εἰς τὰς τράπεζας ηὐξήθησαν κατὰ 6.504 ἑκατομμύρια δραχμῶν, γεγονὸς τὸ ὁποῖον ἀποδεικνύει τὴν ἐμπιστοσύνην τοῦ λαοῦ εἰς τὸ νόμισμα. — [430, 946, 669, 994]
article-body: Ὁ πρόεδρος τῆς κυβερνήσεως κ. Καραμανλῆς προέβη εἰς τὰς ἀκολούθους δηλώσεις ἐπὶ τῇ λήξει τοῦ ἔτους: Ἡ χώρα μας ἐσημείωσε κατὰ τὸ 1960 σημαντικὴν πρόοδον εἰς ὅλους τοὺς τομεῖς τῆς οἰκονομικῆς δραστηριότητος. Τὸ ἐθνικὸν εἰσόδημα ηὐξήθη, αἱ ἐπενδύσεις ἐσημείωσαν αὔξησιν καὶ ἡ νομισματικὴ σταθερότης διετηρήθη πλήρως. — [677, 737, 917, 832]
article-algeria — [1185, 32, 1550, 338]
dateline: ΟΥΑΣΙΓΚΤΩΝ, 24. (ΑΠΠ). — [40, 658, 219, 669]
newspaper-page — [40, 30, 1550, 2301]
subhead: ΤΟ ΠΡΟΓΡΑΜΜΑ ΤΟΥ 1961 — [485, 656, 613, 668]
main-headline: Ο κ. Κ. ΚΑΡΑΜΑΝΛΗΣ ΘΕΩΡΕΙ ΕΥΝΟΪΚΗΝ ΤΗΝ ΕΞΕΛΙΞΙΝ ΤΗΣ ΟΙΚΟΝΟΜΙΑΣ ΜΑΣ ΚΑΙ ΔΙΑΒΛΕΠΕΙ «ΑΝΟΔΙΚΗΝ ΠΟΡΕΙΑΝ» — [443, 57, 1151, 303]
